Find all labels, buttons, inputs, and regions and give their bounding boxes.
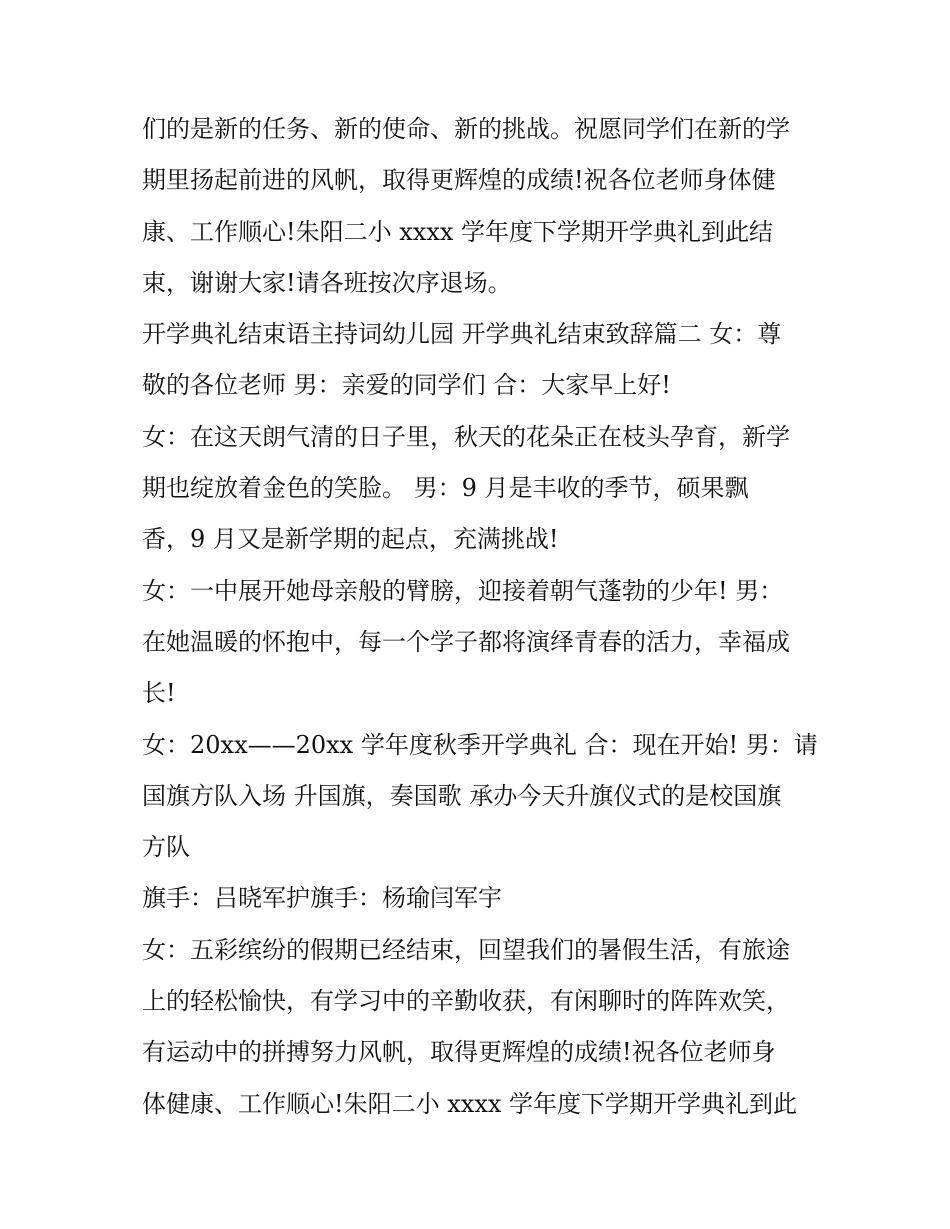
text-line: 期里扬起前进的风帆，取得更辉煌的成绩!祝各位老师身体健	[142, 166, 776, 195]
text-line: 女：一中展开她母亲般的臂膀，迎接着朝气蓬勃的少年! 男：	[142, 576, 784, 605]
text-line: 束，谢谢大家!请各班按次序退场。	[142, 268, 512, 297]
text-line: 在她温暖的怀抱中，每一个学子都将演绎青春的活力，幸福成	[142, 627, 790, 656]
text-line: 体健康、工作顺心!朱阳二小 xxxx 学年度下学期开学典礼到此	[142, 1089, 798, 1118]
text-line: 们的是新的任务、新的使命、新的挑战。祝愿同学们在新的学	[142, 115, 790, 143]
text-line: 长!	[142, 679, 176, 708]
text-line: 国旗方队入场 升国旗，奏国歌 承办今天升旗仪式的是校国旗	[142, 781, 782, 810]
text-line: 女：20xx——20xx 学年度秋季开学典礼 合：现在开始! 男：请	[142, 730, 818, 759]
text-line: 期也绽放着金色的笑脸。 男：9 月是丰收的季节，硕果飘	[142, 474, 749, 503]
text-line: 旗手：吕晓军护旗手：杨瑜闫军宇	[142, 884, 502, 913]
text-line: 康、工作顺心!朱阳二小 xxxx 学年度下学期开学典礼到此结	[142, 217, 774, 246]
text-line: 女：在这天朗气清的日子里，秋天的花朵正在枝头孕育，新学	[142, 422, 790, 451]
text-line: 香，9 月又是新学期的起点，充满挑战!	[142, 525, 559, 554]
text-line: 有运动中的拼搏努力风帆，取得更辉煌的成绩!祝各位老师身	[142, 1038, 776, 1067]
text-line: 方队	[142, 833, 190, 862]
text-line: 敬的各位老师 男：亲爱的同学们 合：大家早上好!	[142, 371, 671, 400]
document-body	[142, 104, 822, 1130]
text-line: 女：五彩缤纷的假期已经结束，回望我们的暑假生活，有旅途	[142, 935, 790, 964]
text-line: 上的轻松愉快，有学习中的辛勤收获，有闲聊时的阵阵欢笑，	[142, 987, 790, 1016]
text-line: 开学典礼结束语主持词幼儿园 开学典礼结束致辞篇二 女：尊	[142, 320, 782, 349]
